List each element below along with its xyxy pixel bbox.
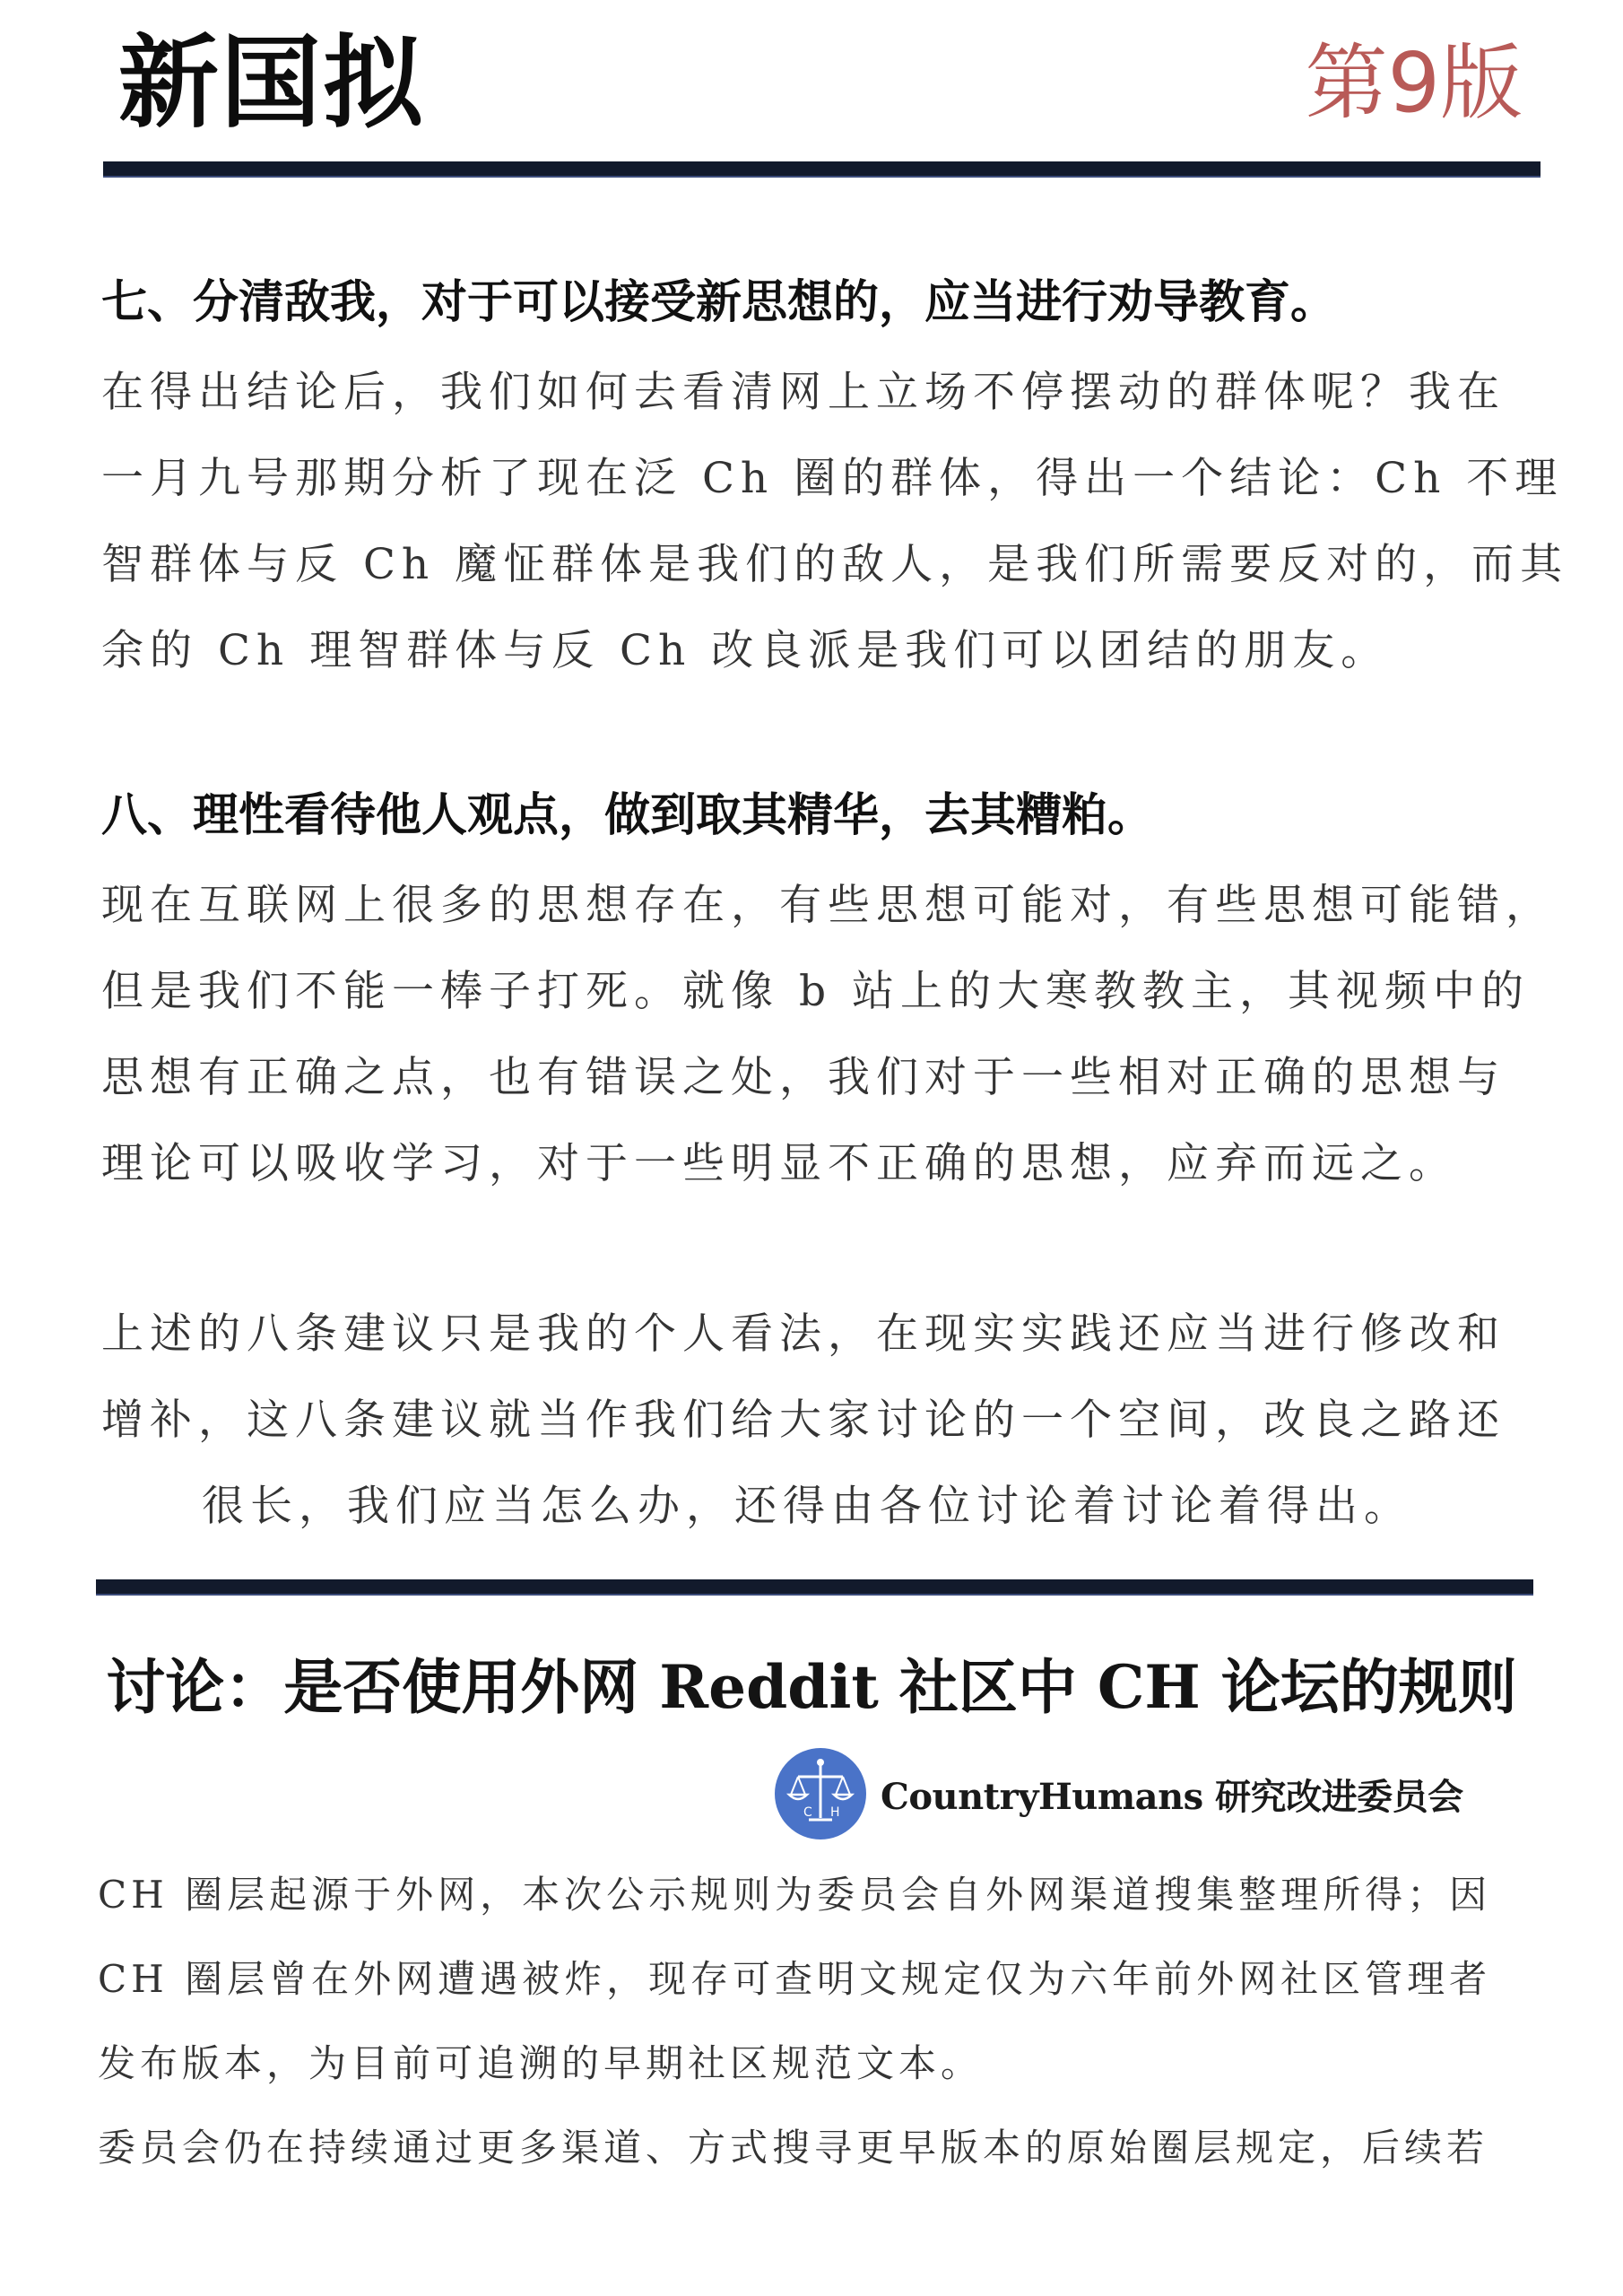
paragraph-line: CH 圈层起源于外网，本次公示规则为委员会自外网渠道搜集整理所得；因: [98, 1873, 1492, 1917]
scales-icon: [775, 1748, 866, 1839]
paragraph-line: 上述的八条建议只是我的个人看法，在现实实践还应当进行修改和: [101, 1309, 1506, 1359]
paragraph-line: 理论可以吸收学习，对于一些明显不正确的思想，应弃而远之。: [101, 1139, 1457, 1188]
paragraph-line: 增补，这八条建议就当作我们给大家讨论的一个空间，改良之路还: [101, 1396, 1506, 1445]
paragraph-line: 一月九号那期分析了现在泛 Ch 圈的群体，得出一个结论：Ch 不理: [101, 454, 1564, 503]
issue-number: 第9版: [1305, 35, 1523, 131]
paragraph-line: 很长，我们应当怎么办，还得由各位讨论着讨论着得出。: [202, 1482, 1412, 1531]
committee-byline: [775, 1747, 1463, 1840]
paragraph-line: 在得出结论后，我们如何去看清网上立场不停摆动的群体呢？我在: [101, 368, 1506, 417]
paragraph-line: CH 圈层曾在外网遭遇被炸，现存可查明文规定仅为六年前外网社区管理者: [98, 1957, 1492, 2001]
discussion-body: [98, 1853, 1491, 2190]
paragraph-line: 余的 Ch 理智群体与反 Ch 改良派是我们可以团结的朋友。: [101, 626, 1390, 675]
paragraph-line: 发布版本，为目前可追溯的早期社区规范文本。: [98, 2041, 984, 2085]
paragraph-line: 委员会仍在持续通过更多渠道、方式搜寻更早版本的原始圈层规定，后续若: [98, 2126, 1489, 2170]
section-8-body: [101, 863, 1554, 1207]
masthead-title: 新国拟: [118, 25, 425, 142]
logo-letter: C: [803, 1805, 812, 1820]
paragraph-line: 但是我们不能一棒子打死。就像 b 站上的大寒教教主，其视频中的: [101, 967, 1530, 1016]
conclusion-body: [101, 1292, 1506, 1550]
section-divider: [96, 1579, 1533, 1596]
section-8-heading: 八、理性看待他人观点，做到取其精华，去其糟粕。: [101, 789, 1154, 842]
top-divider: [103, 161, 1541, 178]
paragraph-line: 智群体与反 Ch 魔怔群体是我们的敌人，是我们所需要反对的，而其: [101, 540, 1569, 589]
discussion-title: 讨论：是否使用外网 Reddit 社区中 CH 论坛的规则: [106, 1652, 1517, 1722]
committee-name: CountryHumans 研究改进委员会: [881, 1775, 1463, 1818]
paragraph-line: 思想有正确之点，也有错误之处，我们对于一些相对正确的思想与: [101, 1053, 1506, 1102]
section-7-heading: 七、分清敌我，对于可以接受新思想的，应当进行劝导教育。: [101, 276, 1337, 329]
paragraph-line: 现在互联网上很多的思想存在，有些思想可能对，有些思想可能错，: [101, 881, 1554, 930]
section-7-body: [101, 350, 1568, 694]
logo-letter: H: [830, 1805, 840, 1820]
committee-logo: [775, 1748, 866, 1839]
